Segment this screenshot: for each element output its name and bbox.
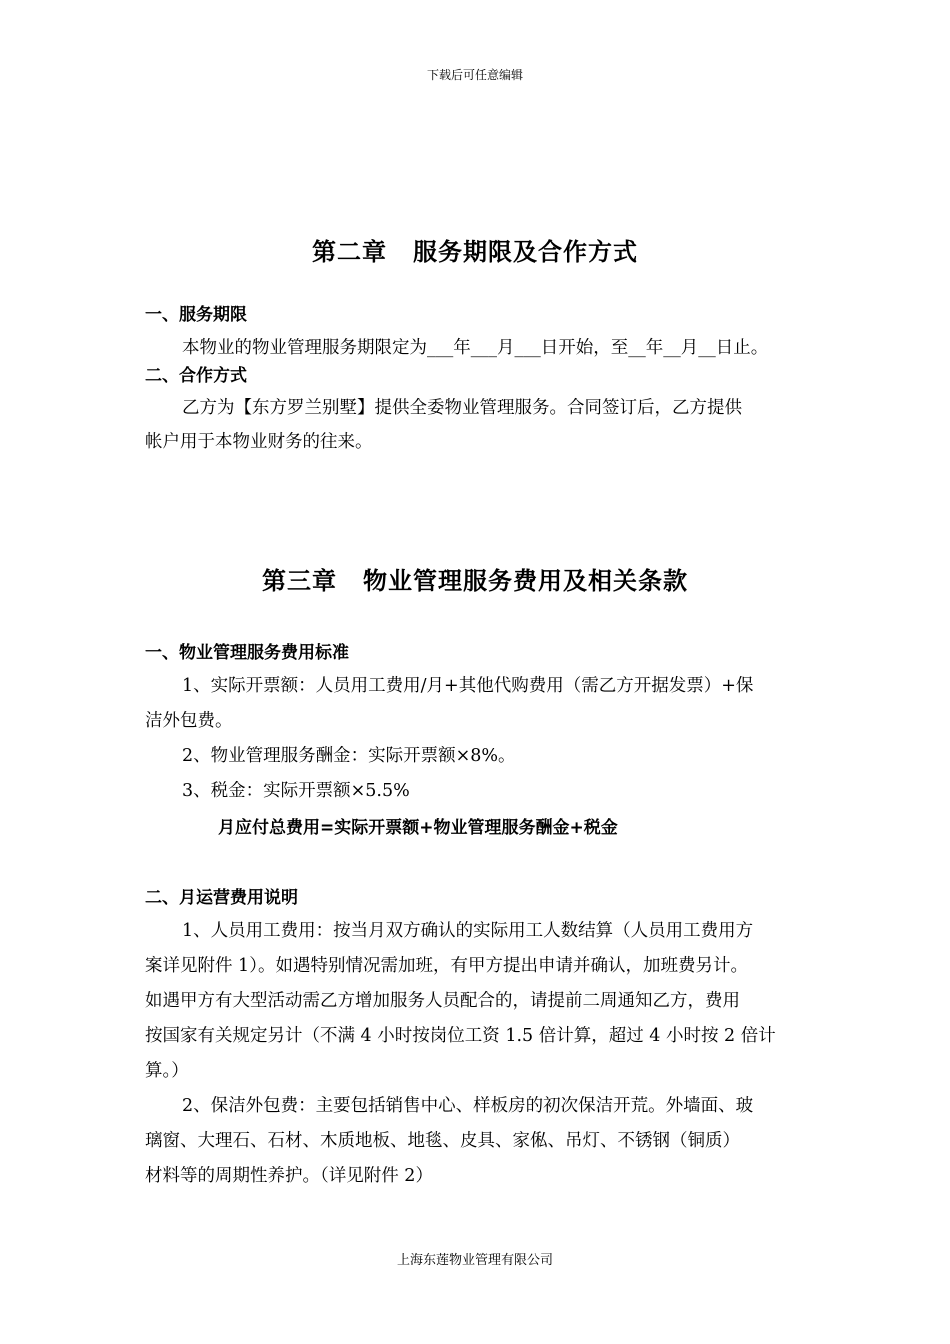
cost-item-1-line-1: 1、人员用工费用：按当月双方确认的实际用工人数结算（人员用工费用方	[182, 921, 754, 941]
cost-item-2-line-2: 璃窗、大理石、石材、木质地板、地毯、皮具、家俬、吊灯、不锈钢（铜质）	[145, 1131, 740, 1151]
cost-item-1-line-5: 算。）	[145, 1061, 189, 1081]
chapter-2-number: 第二章	[312, 238, 387, 266]
cost-item-2-line-1: 2、保洁外包费：主要包括销售中心、样板房的初次保洁开荒。外墙面、玻	[182, 1096, 754, 1116]
chapter-2-name: 服务期限及合作方式	[413, 238, 638, 266]
section-operating-cost-heading: 二、月运营费用说明	[145, 888, 298, 908]
section-service-term-heading: 一、服务期限	[145, 305, 247, 325]
page-footer: 上海东莲物业管理有限公司	[396, 1253, 553, 1268]
chapter-3-number: 第三章	[262, 567, 337, 595]
chapter-2-title	[0, 232, 950, 267]
cost-item-1-line-3: 如遇甲方有大型活动需乙方增加服务人员配合的，请提前二周通知乙方，费用	[145, 991, 740, 1011]
fee-item-2: 2、物业管理服务酬金：实际开票额×8%。	[182, 746, 516, 766]
service-term-text: 本物业的物业管理服务期限定为___年___月___日开始，至__年__月__日止。	[182, 338, 769, 358]
chapter-3-name: 物业管理服务费用及相关条款	[363, 567, 688, 595]
cooperation-text-line-1: 乙方为【东方罗兰别墅】提供全委物业管理服务。合同签订后，乙方提供	[182, 398, 742, 418]
page-header: 下载后可任意编辑	[426, 68, 523, 82]
cost-item-2-line-3: 材料等的周期性养护。（详见附件 2）	[145, 1166, 433, 1186]
monthly-total-formula: 月应付总费用=实际开票额+物业管理服务酬金+税金	[218, 818, 618, 838]
fee-item-1-line-2: 洁外包费。	[145, 711, 233, 731]
fee-item-3: 3、税金：实际开票额×5.5%	[182, 781, 410, 801]
cost-item-1-line-4: 按国家有关规定另计（不满 4 小时按岗位工资 1.5 倍计算，超过 4 小时按 2 倍计	[145, 1026, 776, 1046]
section-fee-standard-heading: 一、物业管理服务费用标准	[145, 643, 349, 663]
fee-item-1-line-1: 1、实际开票额：人员用工费用/月+其他代购费用（需乙方开据发票）+保	[182, 676, 754, 696]
chapter-3-title	[0, 561, 950, 596]
cooperation-text-line-2: 帐户用于本物业财务的往来。	[145, 432, 373, 452]
section-cooperation-heading: 二、合作方式	[145, 366, 247, 386]
cost-item-1-line-2: 案详见附件 1）。如遇特别情况需加班，有甲方提出申请并确认，加班费另计。	[145, 956, 748, 976]
